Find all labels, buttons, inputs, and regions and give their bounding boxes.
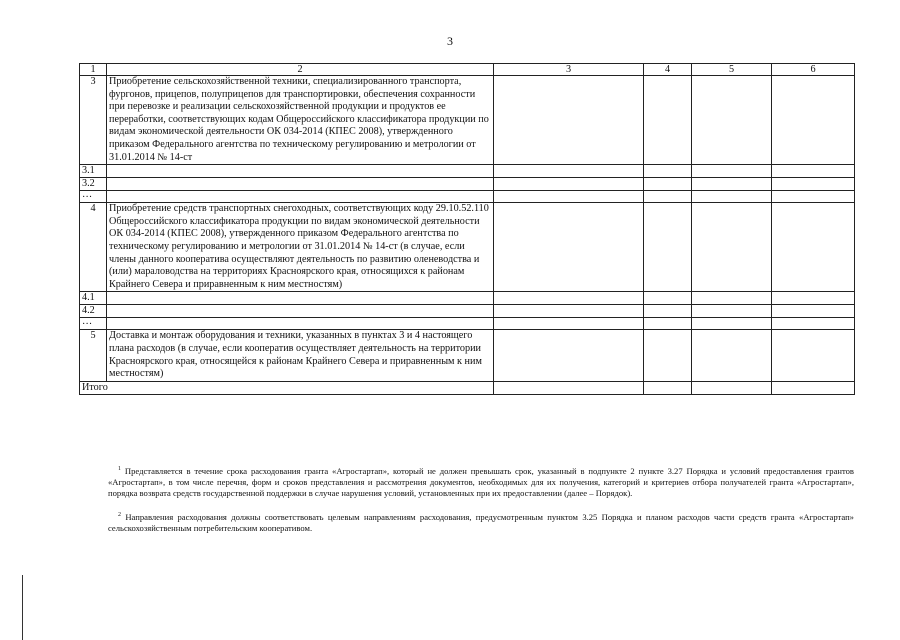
cell — [644, 191, 692, 203]
cell — [644, 165, 692, 178]
table-row — [80, 203, 855, 292]
cell — [692, 178, 772, 191]
row-number: … — [80, 318, 107, 330]
table-row — [80, 305, 855, 318]
cell — [644, 292, 692, 305]
row-description: Приобретение сельскохозяйственной техники, специализированного транспорта, фургонов, прицепов, полуприцепов для транспортировки, обеспечения сохранности при перевозке и реализации сельскохозяйственной продукции и продуктов ее переработки, соответствующих кодам Общероссийского классификатора продукции по видам экономической деятельности ОК 034-2014 (КПЕС 2008), утвержденного приказом Федерального агентства по техническому регулированию и метрологии от 31.01.2014 № 14-ст — [107, 76, 494, 165]
row-description: Доставка и монтаж оборудования и техники, указанных в пунктах 3 и 4 настоящего плана расходов (в случае, если кооператив осуществляет деятельность на территории Красноярского края, относящейся к районам Крайнего Севера и приравненным к ним местностям) — [107, 330, 494, 381]
footnote-mark: 1 — [118, 466, 121, 472]
cell — [644, 203, 692, 292]
footnote-text: Представляется в течение срока расходования гранта «Агростартап», который не должен превышать срок, указанный в подпункте 2 пункте 3.27 Порядка и условий предоставления грантов «Агростартап», в том числе перечня, форм и сроков представления и рассмотрения документов, необходимых для их получения, категорий и критериев отбора получателей гранта «Агростартап», порядка возврата средств государственной поддержки в случае нарушения условий, установленных при их предоставлении (далее – Порядок). — [108, 466, 854, 499]
cell — [494, 318, 644, 330]
cell — [494, 178, 644, 191]
table-header-row — [80, 64, 855, 76]
cell — [772, 330, 855, 381]
row-description — [107, 191, 494, 203]
total-label: Итого — [80, 381, 494, 394]
cell — [494, 165, 644, 178]
cell — [772, 203, 855, 292]
footnote-mark: 2 — [118, 512, 121, 518]
cell — [772, 191, 855, 203]
header-col-5: 5 — [692, 64, 772, 76]
cell — [772, 305, 855, 318]
footnote-1 — [108, 466, 854, 499]
total-row — [80, 381, 855, 394]
cell — [772, 178, 855, 191]
cell — [644, 178, 692, 191]
cell — [692, 292, 772, 305]
cell — [772, 292, 855, 305]
cell — [772, 165, 855, 178]
row-number: 3.1 — [80, 165, 107, 178]
table-row — [80, 318, 855, 330]
footnote-2 — [108, 512, 854, 534]
cell — [494, 191, 644, 203]
header-col-4: 4 — [644, 64, 692, 76]
cell — [644, 318, 692, 330]
scan-margin-line — [22, 575, 23, 640]
cell — [494, 305, 644, 318]
cell — [494, 292, 644, 305]
table-row — [80, 178, 855, 191]
header-col-6: 6 — [772, 64, 855, 76]
header-col-2: 2 — [107, 64, 494, 76]
page-number: 3 — [447, 34, 453, 48]
row-number: 5 — [80, 330, 107, 381]
cell — [644, 305, 692, 318]
row-number: 4.1 — [80, 292, 107, 305]
row-description — [107, 178, 494, 191]
cell — [692, 165, 772, 178]
table-row — [80, 330, 855, 381]
cell — [644, 330, 692, 381]
cell — [494, 203, 644, 292]
table-row — [80, 292, 855, 305]
table-row — [80, 76, 855, 165]
table-row — [80, 191, 855, 203]
footnote-text: Направления расходования должны соответствовать целевым направлениям расходования, предусмотренным пунктом 3.25 Порядка и планом расходов части средств гранта «Агростартап» сельскохозяйственным потребительским кооперативом. — [108, 512, 854, 534]
cell — [772, 318, 855, 330]
row-description: Приобретение средств транспортных снегоходных, соответствующих коду 29.10.52.110 Общероссийского классификатора продукции по видам экономической деятельности ОК 034-2014 (КПЕС 2008), утвержденного приказом Федерального агентства по техническому регулированию и метрологии от 31.01.2014 № 14-ст (в случае, если члены данного кооператива осуществляют деятельность по развитию оленеводства и (или) мараловодства на территориях Красноярского края, относящихся к районам Крайнего Севера и приравненным к ним местностям) — [107, 203, 494, 292]
cell — [644, 76, 692, 165]
cell — [692, 305, 772, 318]
row-number: 3 — [80, 76, 107, 165]
header-col-1: 1 — [80, 64, 107, 76]
row-number: 3.2 — [80, 178, 107, 191]
cell — [494, 330, 644, 381]
cell — [692, 203, 772, 292]
cell — [692, 330, 772, 381]
cell — [692, 381, 772, 394]
cell — [692, 76, 772, 165]
header-col-3: 3 — [494, 64, 644, 76]
row-description — [107, 318, 494, 330]
row-number: 4.2 — [80, 305, 107, 318]
cell — [692, 318, 772, 330]
cell — [494, 381, 644, 394]
expense-plan-table — [79, 63, 855, 395]
row-description — [107, 305, 494, 318]
table-row — [80, 165, 855, 178]
row-description — [107, 292, 494, 305]
cell — [692, 191, 772, 203]
row-description — [107, 165, 494, 178]
cell — [772, 381, 855, 394]
cell — [772, 76, 855, 165]
row-number: … — [80, 191, 107, 203]
row-number: 4 — [80, 203, 107, 292]
cell — [494, 76, 644, 165]
cell — [644, 381, 692, 394]
